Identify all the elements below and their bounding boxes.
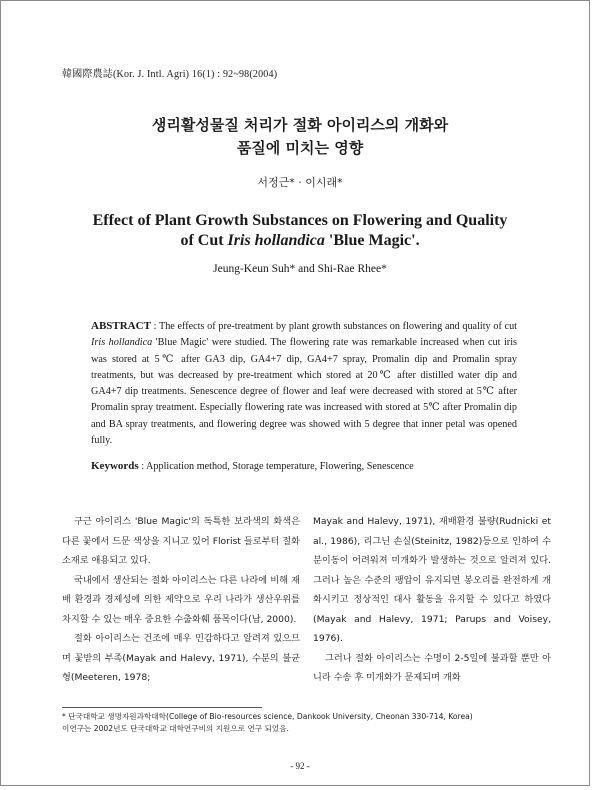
abstract xyxy=(91,318,517,449)
keywords-separator: : xyxy=(138,461,147,472)
footnote-funding: 이연구는 2002년도 단국대학교 대학연구비의 지원으로 연구 되었음. xyxy=(62,723,289,733)
body-column-left xyxy=(62,512,300,688)
keywords xyxy=(91,460,517,472)
page-number: - 92 - xyxy=(290,761,310,771)
body-paragraph: 구근 아이리스 'Blue Magic'의 독특한 보라색의 화색은 다른 꽃에서 드문 색상을 지니고 있어 Florist 들로부터 절화 소재로 애용되고 있다. xyxy=(62,516,300,566)
english-title-line-2 xyxy=(0,232,600,250)
english-title-prefix: of Cut xyxy=(180,232,228,249)
korean-authors: 서정근* · 이시래* xyxy=(257,176,343,189)
journal-header: 韓國際農誌(Kor. J. Intl. Agri) 16(1) : 92~98(2004) xyxy=(62,69,278,80)
korean-title-line-1: 생리활성물질 처리가 절화 아이리스의 개화와 xyxy=(151,116,449,134)
footnote-affiliation: * 단국대학교 생명자원과학대학(College of Bio-resources science, Dankook University, Cheonan 330-714, Korea) xyxy=(62,712,473,721)
abstract-text-2: 'Blue Magic' were studied. The flowering rate was remarkable increased when cut iris was stored at 5℃ after GA3 dip, GA4+7 dip, GA4+7 spray, Promalin dip and Promalin spray treatments, but was decreased by pre-treatment which stored at 20℃ after distilled water dip and GA4+7 dip treatments. Senescence degree of flower and leaf were decreased with stored at 5℃ after Promalin spray treatment. Especially flowering rate was increased with stored at 5℃ after Promalin dip and BA spray treatments, and flowering degree was showed with 5 degree that inner petal was opened fully. xyxy=(91,337,517,447)
keywords-label: Keywords xyxy=(91,460,139,472)
english-title-line-1: Effect of Plant Growth Substances on Flowering and Quality xyxy=(92,212,508,229)
body-column-right xyxy=(313,512,551,688)
english-title-species: Iris hollandica xyxy=(227,232,325,249)
abstract-species: Iris hollandica xyxy=(91,337,153,349)
abstract-label: ABSTRACT xyxy=(91,320,151,332)
body-paragraph: 국내에서 생산되는 절화 아이리스는 다른 나라에 비해 재배 환경과 경제성에 의한 제약으로 우리 나라가 생산우위를 차지할 수 있는 매우 중요한 수출화훼 품목이다(남, 2000). xyxy=(62,574,300,625)
body-paragraph: 그러나 절화 아이리스는 수명이 2-5일에 불과할 뿐만 아니라 수송 후 미개화가 문제되며 개화 xyxy=(313,652,551,683)
english-title-suffix: 'Blue Magic'. xyxy=(324,232,420,249)
korean-title-line-2: 품질에 미치는 영향 xyxy=(236,139,364,157)
footnotes xyxy=(62,711,542,734)
body-paragraph: Mayak and Halevy, 1971), 재배환경 불량(Rudnicki et al., 1986), 리그닌 손실(Steinitz, 1982)등으로 인하여 수분이동이 어려워져 미개화가 발생하는 것으로 알려져 있다. 그러나 높은 수준의 팽압이 유지되면 봉오리를 완전하게 개화시키고 정상적인 대사 활동을 유지할 수 있다고 하였다(Mayak and Halevy, 1971; Parups and Voisey, 1976). xyxy=(313,516,551,644)
abstract-separator: : xyxy=(150,321,159,332)
english-authors: Jeung-Keun Suh* and Shi-Rae Rhee* xyxy=(213,263,387,275)
keywords-text: Application method, Storage temperature, Flowering, Senescence xyxy=(146,461,414,472)
footnote-rule xyxy=(62,707,262,708)
body-paragraph: 절화 아이리스는 건조에 매우 민감하다고 알려져 있으므며 꽃받의 부족(Mayak and Halevy, 1971), 수분의 불균형(Meeteren, 1978; xyxy=(62,633,300,683)
abstract-text-1: The effects of pre-treatment by plant growth substances on flowering and quality of cut xyxy=(158,321,517,332)
